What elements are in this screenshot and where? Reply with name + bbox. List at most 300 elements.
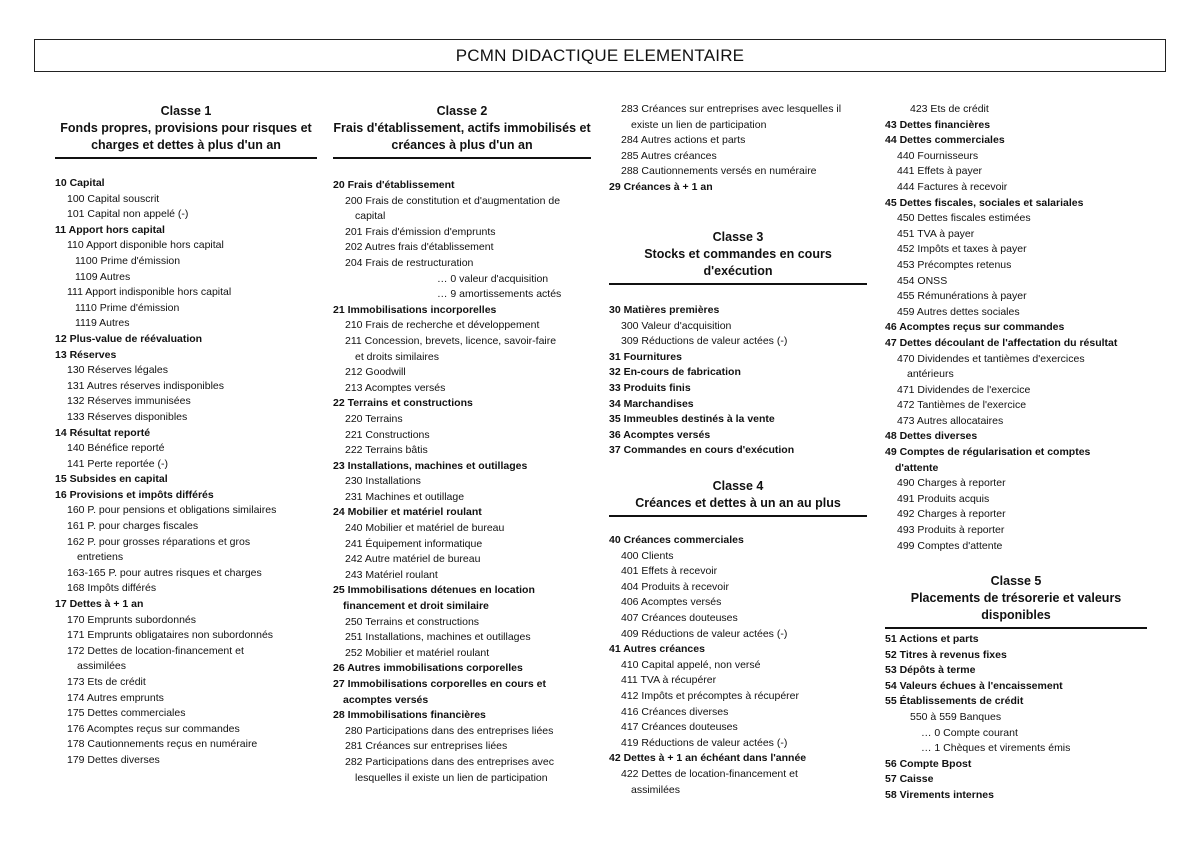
account-group (333, 708, 591, 724)
class-4-header (609, 478, 867, 517)
account-item (609, 767, 867, 798)
account-label: 401 Effets à recevoir (621, 565, 718, 578)
account-item (885, 180, 1147, 196)
account-item (55, 410, 317, 426)
account-label: 54 Valeurs échues à l'encaissement (885, 679, 1063, 692)
account-label: 178 Cautionnements reçus en numéraire (67, 738, 258, 751)
account-group (55, 223, 317, 239)
account-label-continued: d'attente (895, 461, 939, 474)
account-item (333, 225, 591, 241)
account-item (609, 658, 867, 674)
account-group (333, 396, 591, 412)
account-group (609, 533, 867, 549)
account-label: 171 Emprunts obligataires non subordonnés (67, 629, 274, 642)
account-item (333, 365, 591, 381)
account-label: 30 Matières premières (609, 304, 720, 316)
account-label: … 1 Chèques et virements émis (921, 742, 1071, 755)
account-label: 472 Tantièmes de l'exercice (897, 399, 1027, 412)
account-group (885, 320, 1147, 336)
account-item (609, 164, 867, 180)
account-label: 419 Réductions de valeur actées (-) (621, 736, 788, 749)
account-group (333, 303, 591, 319)
account-group (55, 426, 317, 442)
account-label: 1100 Prime d'émission (75, 254, 181, 267)
account-label: … 0 valeur d'acquisition (437, 272, 549, 285)
account-label: 175 Dettes commerciales (67, 707, 186, 720)
account-label-continued: entretiens (77, 551, 124, 564)
account-label: 422 Dettes de location-financement et (621, 767, 798, 780)
account-label: 25 Immobilisations détenues en location (333, 584, 535, 597)
account-label-continued: assimilées (631, 783, 681, 796)
class-5-header (885, 573, 1147, 629)
account-item (333, 755, 591, 786)
account-item (609, 580, 867, 596)
account-label: 45 Dettes fiscales, sociales et salariales (885, 196, 1084, 209)
account-group (333, 178, 591, 194)
account-item (333, 443, 591, 459)
account-label: 52 Titres à revenus fixes (885, 648, 1007, 661)
account-label: 204 Frais de restructuration (345, 256, 474, 269)
account-label: 56 Compte Bpost (885, 757, 972, 770)
account-label: 101 Capital non appelé (-) (67, 208, 189, 221)
account-label: 53 Dépôts à terme (885, 664, 976, 677)
account-label: 213 Acomptes versés (345, 381, 446, 394)
account-group (55, 488, 317, 504)
account-label: 455 Rémunérations à payer (897, 290, 1027, 303)
account-item (333, 537, 591, 553)
account-label: 492 Charges à reporter (897, 508, 1006, 521)
account-label-continued: lesquelles il existe un lien de participation (355, 771, 548, 784)
account-label: 160 P. pour pensions et obligations similaires (67, 504, 277, 517)
account-list (609, 533, 867, 798)
account-label-continued: et droits similaires (355, 350, 440, 363)
account-item (333, 646, 591, 662)
account-label: 17 Dettes à + 1 an (55, 598, 144, 611)
account-suffix (885, 726, 1147, 742)
account-group (885, 445, 1147, 476)
account-label: 33 Produits finis (609, 381, 691, 394)
account-label: 176 Acomptes reçus sur commandes (67, 722, 240, 735)
account-item (333, 474, 591, 490)
account-label: 490 Charges à reporter (897, 477, 1006, 490)
account-item (333, 552, 591, 568)
account-label: 284 Autres actions et parts (621, 134, 746, 147)
account-item (55, 691, 317, 707)
account-label: 452 Impôts et taxes à payer (897, 243, 1027, 256)
account-label: 173 Ets de crédit (67, 676, 146, 688)
account-group (885, 788, 1147, 804)
account-item (55, 628, 317, 644)
account-item (55, 503, 317, 519)
account-label: 15 Subsides en capital (55, 473, 168, 486)
account-group (885, 757, 1147, 773)
account-item (885, 227, 1147, 243)
account-label: 440 Fournisseurs (897, 149, 979, 162)
account-item (609, 611, 867, 627)
account-item (609, 689, 867, 705)
account-group (885, 118, 1147, 134)
account-label: 451 TVA à payer (897, 227, 975, 240)
account-label: 47 Dettes découlant de l'affectation du résultat (885, 336, 1118, 349)
account-label: 40 Créances commerciales (609, 534, 744, 546)
account-item (333, 381, 591, 397)
account-group (609, 412, 867, 428)
account-item (609, 736, 867, 752)
account-group (609, 381, 867, 397)
account-group (55, 348, 317, 364)
account-label: 46 Acomptes reçus sur commandes (885, 321, 1065, 334)
account-item (885, 274, 1147, 290)
account-label: 281 Créances sur entreprises liées (345, 740, 508, 753)
class-name: Classe 3 (712, 230, 764, 244)
account-label: 133 Réserves disponibles (67, 410, 188, 423)
account-label-continued: assimilées (77, 660, 127, 673)
account-label: 211 Concession, brevets, licence, savoir-faire (345, 334, 557, 347)
account-label: 499 Comptes d'attente (897, 539, 1003, 552)
account-label: 242 Autre matériel de bureau (345, 553, 481, 566)
account-label: 252 Mobilier et matériel roulant (345, 646, 490, 659)
account-label: 27 Immobilisations corporelles en cours et (333, 678, 546, 690)
account-item (609, 149, 867, 165)
account-label: 404 Produits à recevoir (621, 580, 729, 593)
class-2-header (333, 103, 591, 159)
account-item (55, 613, 317, 629)
account-label: 179 Dettes diverses (67, 753, 160, 766)
account-label: 283 Créances sur entreprises avec lesquelles il (621, 103, 842, 115)
account-label: … 9 amortissements actés (437, 288, 562, 301)
account-item (609, 549, 867, 565)
account-group (885, 679, 1147, 695)
account-item (609, 133, 867, 149)
account-suffix (885, 741, 1147, 757)
account-label: 212 Goodwill (345, 366, 406, 379)
account-label: 140 Bénéfice reporté (67, 442, 165, 455)
account-group (333, 459, 591, 475)
account-item (55, 379, 317, 395)
account-item (885, 398, 1147, 414)
account-group (885, 196, 1147, 212)
account-label: 222 Terrains bâtis (345, 444, 428, 457)
account-suffix (333, 287, 591, 303)
account-item (55, 675, 317, 691)
account-item (885, 211, 1147, 227)
account-item (885, 164, 1147, 180)
account-label: 240 Mobilier et matériel de bureau (345, 522, 505, 535)
account-item (55, 753, 317, 769)
account-label-continued: capital (355, 210, 386, 223)
account-item (55, 301, 317, 317)
account-label-continued: antérieurs (907, 368, 954, 381)
account-item (333, 194, 591, 225)
account-label: 162 P. pour grosses réparations et gros (67, 535, 251, 548)
account-item (609, 334, 867, 350)
account-label: 172 Dettes de location-financement et (67, 644, 244, 657)
account-label: 43 Dettes financières (885, 118, 991, 131)
account-label: 280 Participations dans des entreprises liées (345, 724, 554, 737)
class-3-header (609, 229, 867, 285)
account-label: 100 Capital souscrit (67, 192, 160, 205)
account-item (55, 238, 317, 254)
account-label: 14 Résultat reporté (55, 426, 151, 439)
account-label: 161 P. pour charges fiscales (67, 520, 199, 533)
account-label: 141 Perte reportée (-) (67, 457, 168, 470)
account-item (333, 318, 591, 334)
account-group (609, 397, 867, 413)
account-item (333, 724, 591, 740)
account-group (609, 751, 867, 767)
account-group (885, 336, 1147, 352)
account-group (885, 429, 1147, 445)
account-label: 470 Dividendes et tantièmes d'exercices (897, 352, 1085, 365)
account-group (885, 663, 1147, 679)
account-group (609, 642, 867, 658)
account-label: 282 Participations dans des entreprises avec (345, 755, 554, 768)
account-label: 26 Autres immobilisations corporelles (333, 662, 523, 675)
account-item (55, 566, 317, 582)
account-label-continued: acomptes versés (343, 693, 429, 706)
account-group (55, 332, 317, 348)
account-item (333, 490, 591, 506)
account-label-continued: financement et droit similaire (343, 600, 489, 613)
account-group (55, 176, 317, 192)
account-item (55, 316, 317, 332)
account-label: 57 Caisse (885, 773, 934, 786)
account-label: 55 Établissements de crédit (885, 695, 1024, 708)
account-item (55, 270, 317, 286)
account-label: 28 Immobilisations financières (333, 709, 486, 722)
account-label: 170 Emprunts subordonnés (67, 613, 196, 626)
account-label: 491 Produits acquis (897, 492, 990, 505)
account-label: 168 Impôts différés (67, 582, 157, 595)
account-label: 243 Matériel roulant (345, 568, 438, 581)
account-label: 459 Autres dettes sociales (897, 305, 1020, 318)
account-item (885, 289, 1147, 305)
account-item (609, 673, 867, 689)
account-item (55, 581, 317, 597)
account-item (55, 441, 317, 457)
account-item (609, 705, 867, 721)
account-label: 241 Équipement informatique (345, 537, 483, 550)
account-label: 10 Capital (55, 177, 105, 189)
account-label: 417 Créances douteuses (621, 721, 738, 734)
account-item (885, 102, 1147, 118)
account-item (885, 258, 1147, 274)
account-item (333, 630, 591, 646)
account-label: 36 Acomptes versés (609, 428, 711, 441)
account-label: 132 Réserves immunisées (67, 395, 191, 408)
account-item (55, 285, 317, 301)
account-item (885, 507, 1147, 523)
account-label: 201 Frais d'émission d'emprunts (345, 225, 496, 238)
account-item (55, 394, 317, 410)
account-group (609, 428, 867, 444)
account-label: 111 Apport indisponible hors capital (67, 286, 232, 299)
account-label: 24 Mobilier et matériel roulant (333, 506, 482, 519)
class-name: Classe 4 (712, 479, 764, 493)
account-label: 22 Terrains et constructions (333, 397, 473, 410)
account-group (609, 365, 867, 381)
account-label: 251 Installations, machines et outillages (345, 631, 531, 644)
account-label: 454 ONSS (897, 274, 948, 287)
account-item (609, 319, 867, 335)
class-subtitle: Créances et dettes à un an au plus (635, 496, 841, 510)
account-item (55, 254, 317, 270)
account-item (885, 149, 1147, 165)
account-item (333, 739, 591, 755)
account-list (55, 176, 317, 769)
account-list (885, 102, 1147, 554)
account-item (885, 710, 1147, 726)
account-item (55, 706, 317, 722)
account-item (55, 535, 317, 566)
account-item (333, 240, 591, 256)
account-item (333, 412, 591, 428)
account-label: 49 Comptes de régularisation et comptes (885, 446, 1091, 459)
account-label: 550 à 559 Banques (910, 710, 1002, 723)
account-item (609, 595, 867, 611)
account-item (885, 242, 1147, 258)
account-suffix (333, 272, 591, 288)
account-label: 407 Créances douteuses (621, 611, 738, 624)
account-group (55, 597, 317, 613)
class-subtitle: Fonds propres, provisions pour risques et charges et dettes à plus d'un an (60, 121, 312, 152)
account-group (609, 350, 867, 366)
account-group (333, 505, 591, 521)
account-label: 444 Factures à recevoir (897, 180, 1008, 193)
account-item (333, 568, 591, 584)
account-label: 1110 Prime d'émission (75, 301, 180, 314)
account-label: 210 Frais de recherche et développement (345, 319, 540, 332)
account-group (609, 443, 867, 459)
account-item (333, 428, 591, 444)
account-item (333, 334, 591, 365)
account-label: 110 Apport disponible hors capital (67, 239, 224, 252)
account-group (609, 180, 867, 196)
account-item (55, 192, 317, 208)
account-item (333, 256, 591, 272)
account-label: 51 Actions et parts (885, 633, 979, 645)
account-group (333, 661, 591, 677)
account-group (333, 583, 591, 614)
class-1-header (55, 103, 317, 159)
account-list (609, 303, 867, 459)
account-group (885, 694, 1147, 710)
class-name: Classe 1 (160, 104, 212, 118)
account-list (609, 102, 867, 196)
account-item (885, 539, 1147, 555)
account-label: 300 Valeur d'acquisition (621, 319, 732, 332)
account-label: 31 Fournitures (609, 350, 682, 363)
page-title: PCMN DIDACTIQUE ELEMENTAIRE (34, 39, 1166, 72)
account-group (885, 648, 1147, 664)
account-item (333, 615, 591, 631)
account-label: 1119 Autres (75, 317, 130, 330)
account-label: 131 Autres réserves indisponibles (67, 379, 225, 392)
account-item (55, 519, 317, 535)
account-label: 453 Précomptes retenus (897, 258, 1012, 271)
class-name: Classe 2 (436, 104, 488, 118)
account-item (885, 523, 1147, 539)
account-item (885, 383, 1147, 399)
account-label: 16 Provisions et impôts différés (55, 488, 214, 501)
account-label: 163-165 P. pour autres risques et charges (67, 566, 262, 579)
account-list (333, 178, 591, 786)
account-item (55, 207, 317, 223)
account-label: 231 Machines et outillage (345, 490, 465, 503)
account-label: 221 Constructions (345, 428, 430, 441)
class-subtitle: Stocks et commandes en cours d'exécution (644, 247, 832, 278)
account-label: 471 Dividendes de l'exercice (897, 383, 1031, 396)
account-label: 411 TVA à récupérer (621, 674, 717, 687)
account-item (55, 363, 317, 379)
account-label: 309 Réductions de valeur actées (-) (621, 335, 788, 348)
account-label: 409 Réductions de valeur actées (-) (621, 627, 788, 640)
account-label: 416 Créances diverses (621, 705, 729, 718)
account-label-continued: existe un lien de participation (631, 118, 767, 131)
account-label: 32 En-cours de fabrication (609, 366, 741, 379)
account-label: 1109 Autres (75, 270, 131, 283)
account-label: 493 Produits à reporter (897, 524, 1005, 537)
account-item (609, 627, 867, 643)
account-item (885, 352, 1147, 383)
account-item (885, 476, 1147, 492)
account-label: 42 Dettes à + 1 an échéant dans l'année (609, 752, 807, 765)
account-label: … 0 Compte courant (921, 726, 1018, 739)
account-label: 400 Clients (621, 549, 674, 562)
account-label: 285 Autres créances (621, 149, 717, 162)
account-label: 58 Virements internes (885, 788, 994, 801)
class-subtitle: Placements de trésorerie et valeurs disponibles (910, 591, 1122, 622)
account-label: 29 Créances à + 1 an (609, 180, 713, 193)
account-label: 48 Dettes diverses (885, 430, 978, 443)
account-item (885, 492, 1147, 508)
account-label: 410 Capital appelé, non versé (621, 658, 761, 671)
account-group (609, 303, 867, 319)
account-label: 20 Frais d'établissement (333, 179, 455, 191)
account-label: 44 Dettes commerciales (885, 134, 1005, 147)
account-label: 35 Immeubles destinés à la vente (609, 413, 775, 426)
account-group (885, 133, 1147, 149)
account-item (55, 644, 317, 675)
class-subtitle: Frais d'établissement, actifs immobilisés et créances à plus d'un an (333, 121, 591, 152)
account-label: 11 Apport hors capital (55, 223, 165, 236)
account-label: 220 Terrains (345, 412, 403, 425)
account-label: 174 Autres emprunts (67, 691, 164, 704)
account-label: 250 Terrains et constructions (345, 615, 480, 628)
account-group (885, 632, 1147, 648)
account-label: 441 Effets à payer (897, 165, 983, 178)
account-item (609, 564, 867, 580)
account-item (885, 414, 1147, 430)
account-label: 130 Réserves légales (67, 364, 168, 377)
account-label: 288 Cautionnements versés en numéraire (621, 165, 817, 178)
account-label: 12 Plus-value de réévaluation (55, 332, 203, 345)
account-label: 230 Installations (345, 475, 421, 488)
account-group (55, 472, 317, 488)
account-group (333, 677, 591, 708)
account-group (885, 772, 1147, 788)
account-item (55, 457, 317, 473)
account-item (333, 521, 591, 537)
account-label: 202 Autres frais d'établissement (345, 241, 494, 254)
account-label: 450 Dettes fiscales estimées (897, 212, 1031, 225)
account-item (609, 720, 867, 736)
account-item (55, 722, 317, 738)
account-label: 412 Impôts et précomptes à récupérer (621, 689, 800, 702)
account-label: 200 Frais de constitution et d'augmentation de (345, 194, 561, 207)
account-label: 473 Autres allocataires (897, 414, 1004, 427)
account-item (55, 737, 317, 753)
